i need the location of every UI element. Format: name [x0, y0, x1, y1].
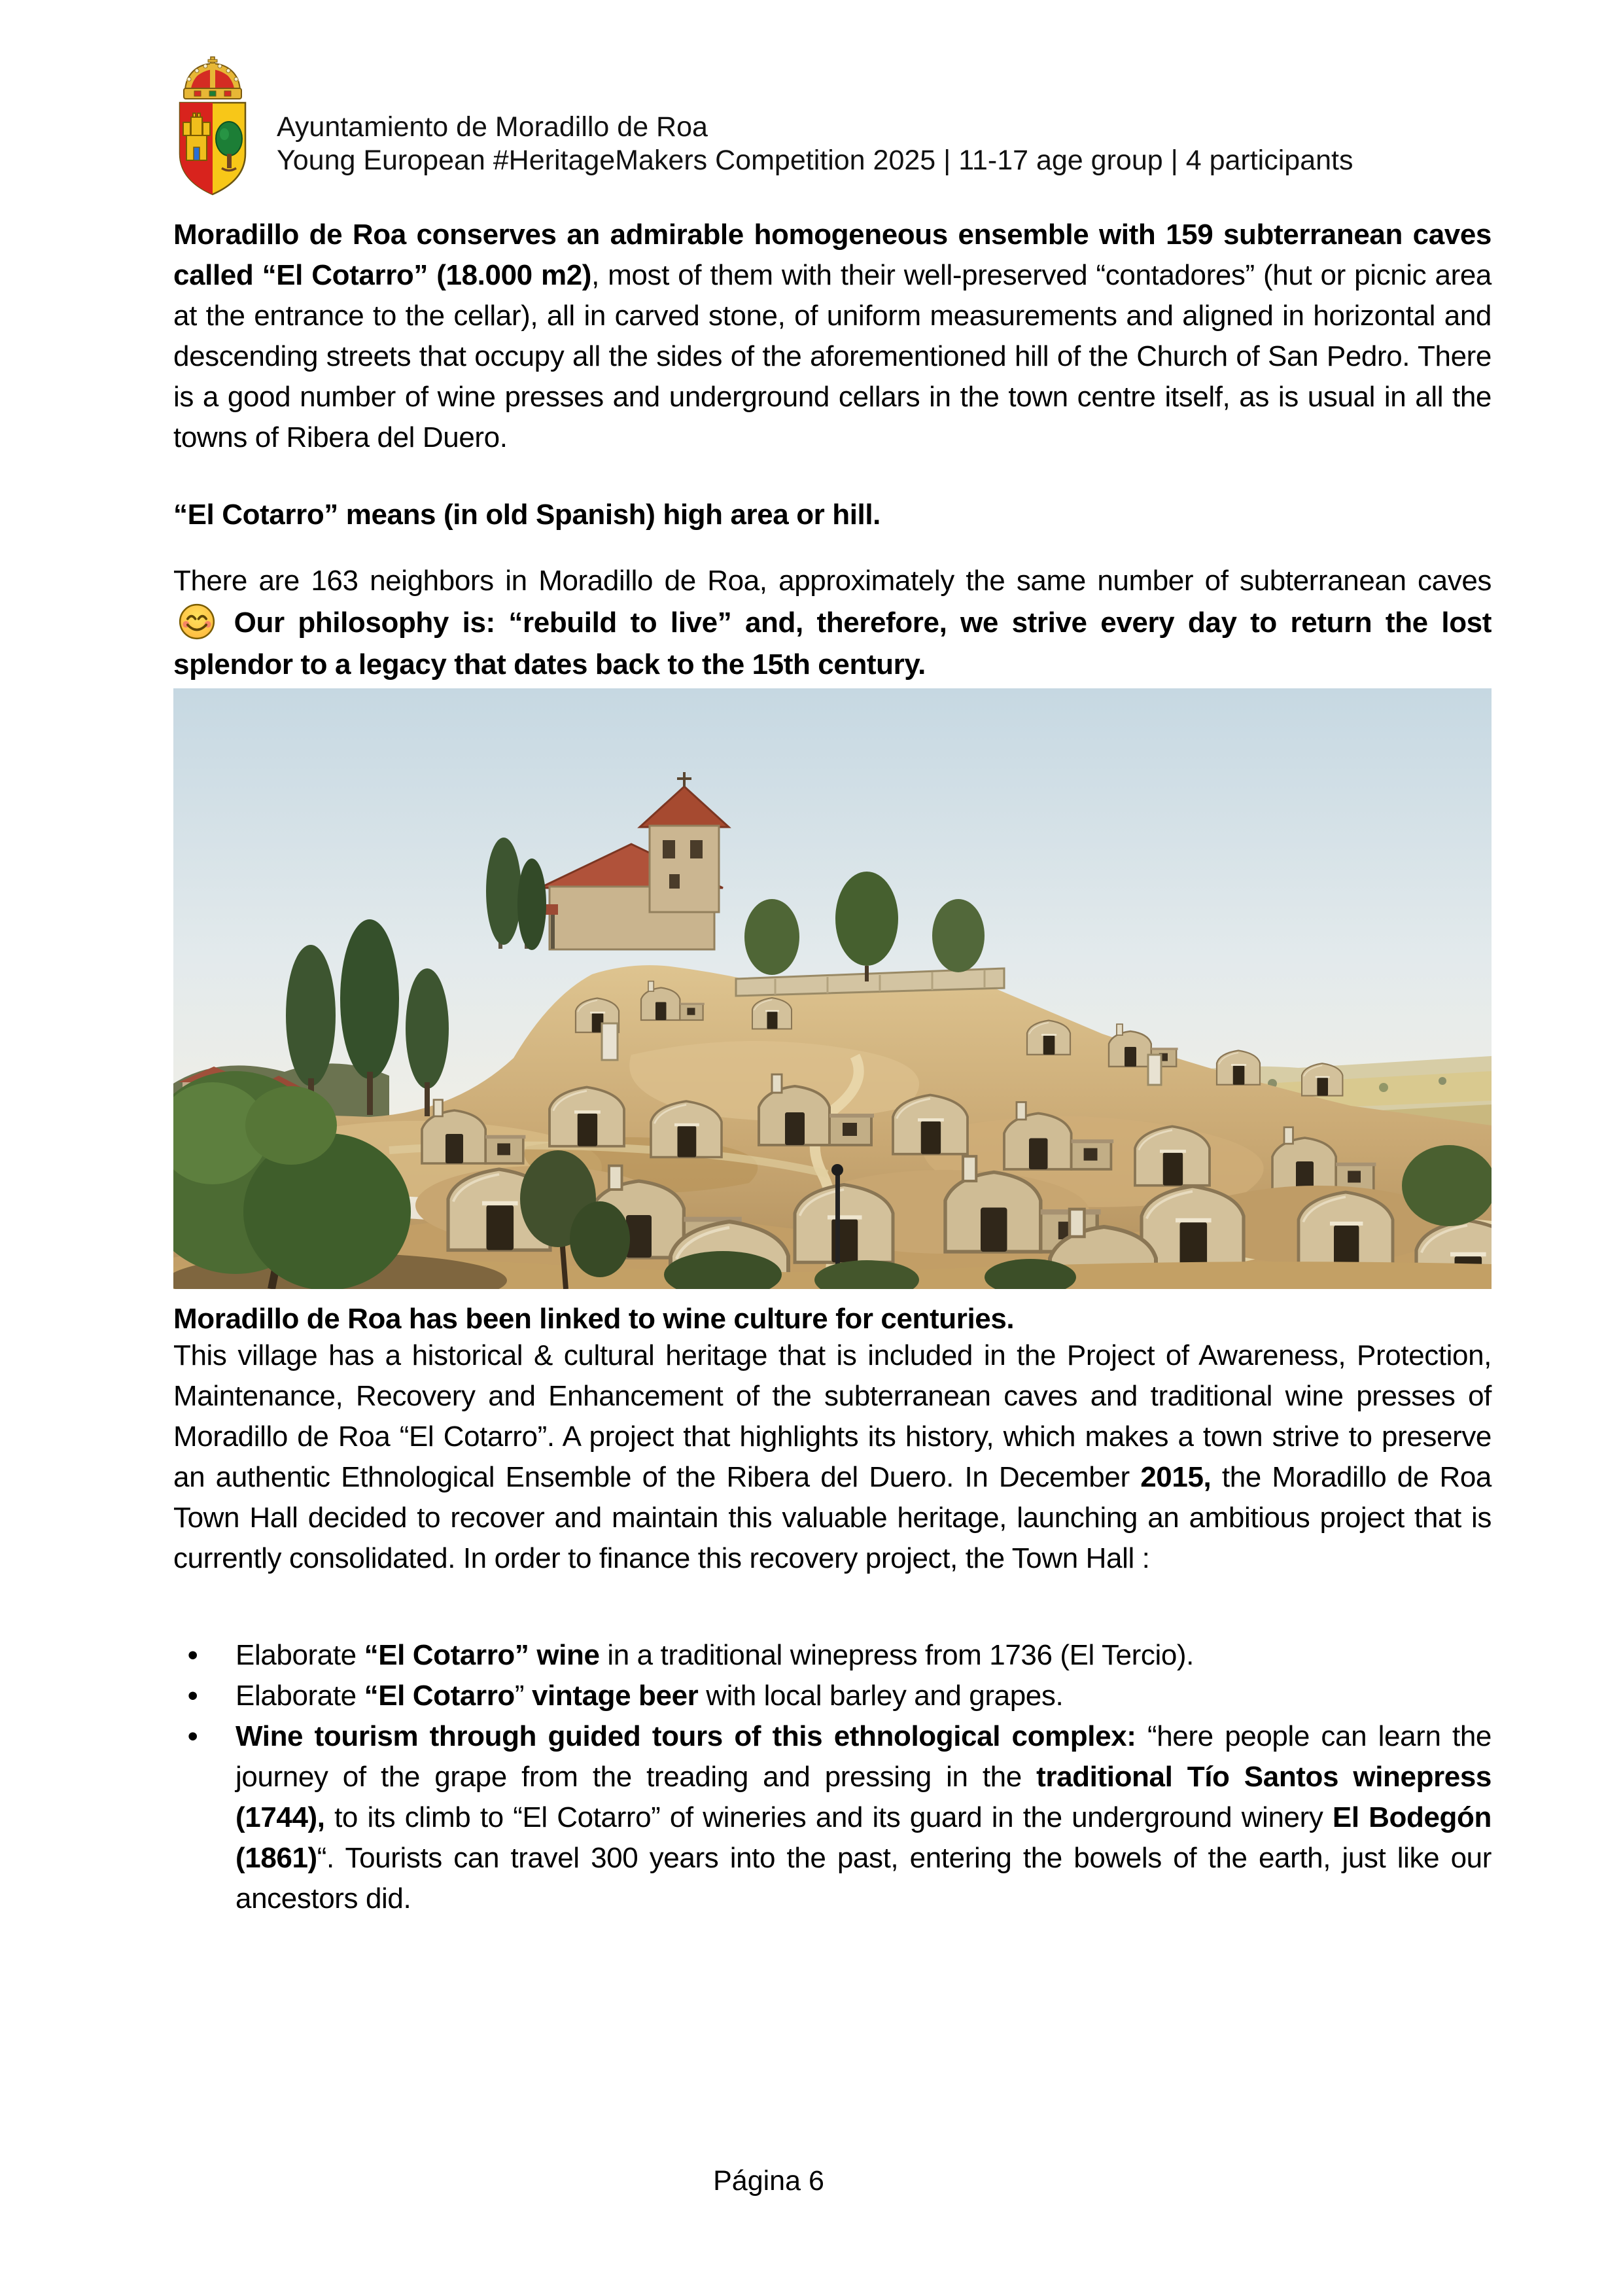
paragraph-heritage-project: This village has a historical & cultural heritage that is included in the Project of Awareness, Protection, Maintenance, Recovery and Enhancement of the subterranean caves and traditional wine presses of Moradillo de Roa “El Cotarro”. A project that highlights its history, which makes a town strive to preserve an authentic Ethnological Ensemble of the Ribera del Duero. In December 2015, the Moradillo de Roa Town Hall decided to recover and maintain this valuable heritage, launching an ambitious project that is currently consolidated. In order to finance this recovery project, the Town Hall : [173, 1339, 1492, 1574]
smiling-face-emoji [177, 602, 217, 641]
document-body [173, 215, 1492, 1919]
bullet-el-cotarro-beer: • Elaborate “El Cotarro” vintage beer with local barley and grapes. [236, 1676, 1492, 1716]
heading-wine-culture: Moradillo de Roa has been linked to wine culture for centuries. [173, 1303, 1015, 1335]
page-header [173, 56, 1353, 196]
village-photo [173, 688, 1492, 1289]
paragraph-neighbors: There are 163 neighbors in Moradillo de Roa, approximately the same number of subterranean caves Our philosophy is: “rebuild to live” and, therefore, we strive every day to return the lost splendor to a legacy that dates back to the 15th century. [173, 565, 1492, 680]
bullet-wine-tourism: • Wine tourism through guided tours of this ethnological complex: “here people can learn the journey of the grape from the treading and pressing in the traditional Tío Santos winepress (1744), to its climb to “El Cotarro” of wineries and its guard in the underground winery El Bodegón (1861)“. Tourists can travel 300 years into the past, entering the bowels of the earth, just like our ancestors did. [236, 1716, 1492, 1919]
page-footer [713, 2161, 824, 2201]
header-competition-subtitle: Young European #HeritageMakers Competition 2025 | 11-17 age group | 4 participants [277, 145, 1353, 176]
page-number: Página 6 [713, 2165, 824, 2197]
header-org-title: Ayuntamiento de Moradillo de Roa [277, 111, 708, 143]
coat-of-arms-logo [173, 56, 252, 196]
town-hall-actions-list [173, 1635, 1492, 1919]
crown-icon [184, 57, 241, 99]
bullet-el-cotarro-wine: • Elaborate “El Cotarro” wine in a traditional winepress from 1736 (El Tercio). [236, 1635, 1492, 1676]
heading-el-cotarro-meaning: “El Cotarro” means (in old Spanish) high area or hill. [173, 499, 881, 531]
shield [180, 103, 245, 194]
village-photo-illustration [173, 688, 1492, 1289]
paragraph-ensemble: Moradillo de Roa conserves an admirable homogeneous ensemble with 159 subterranean caves called “El Cotarro” (18.000 m2), most of them with their well-preserved “contadores” (hut or picnic area at the entrance to the cellar), all in carved stone, of uniform measurements and aligned in horizontal and descending streets that occupy all the sides of the aforementioned hill of the Church of San Pedro. There is a good number of wine presses and underground cellars in the town centre itself, as is usual in all the towns of Ribera del Duero. [173, 219, 1492, 453]
